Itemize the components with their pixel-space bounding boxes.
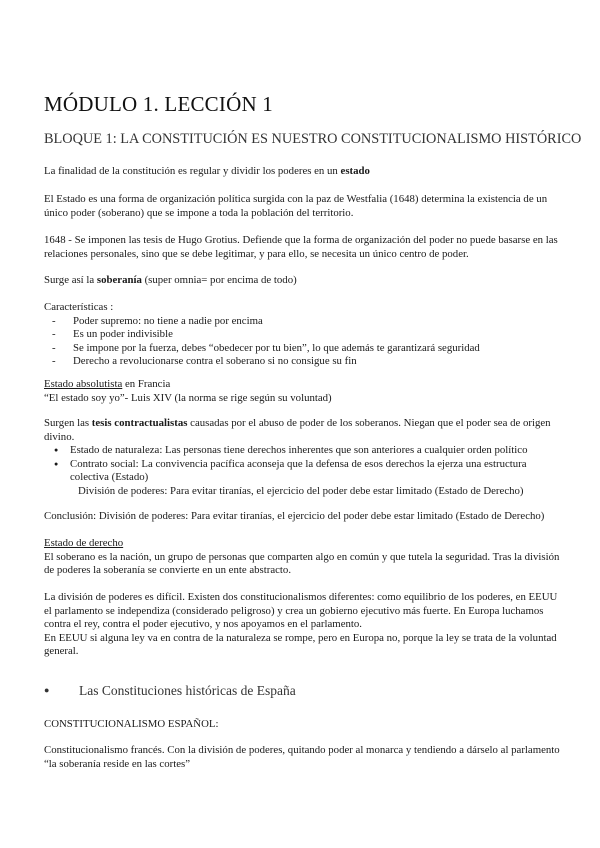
caracteristicas-heading: Características : (44, 301, 114, 313)
estado-text: El Estado es una forma de organización política surgida con la paz de Westfalia (1648) determina la existencia de un único poder (soberano) que se impone a toda la población del territorio. (44, 193, 548, 219)
conclusion-text: Conclusión: División de poderes: Para evitar tiranías, el ejercicio del poder debe estar limitado (Estado de Derecho) (44, 510, 545, 522)
contractualistas-pre: Surgen las (44, 417, 92, 429)
soberania-post: (super omnia= por encima de todo) (141, 274, 297, 286)
list-item: - Es un poder indivisible (44, 328, 560, 342)
soberania-pre: Surge así la (44, 274, 97, 286)
contractualistas-sub: División de poderes: Para evitar tiranías, el ejercicio del poder debe estar limitado (Estado de Derecho) (78, 484, 524, 497)
list-item: - Se impone por la fuerza, debes “obedecer por tu bien”, lo que además te garantizará seguridad (44, 342, 560, 356)
contractualistas-bold: tesis contractualistas (91, 417, 188, 429)
derecho-text: El soberano es la nación, un grupo de personas que comparten algo en común y que tutela la seguridad. Tras la división de poderes la soberanía se convierte en un ente abstracto. (44, 550, 560, 576)
soberania-bold: soberanía (96, 274, 142, 286)
page-title: MÓDULO 1. LECCIÓN 1 (44, 92, 273, 116)
contractualistas-post: causadas por el abuso de poder de los soberanos. Niegan que el poder sea de origen divino. (44, 417, 551, 443)
caracteristicas-section (44, 301, 560, 369)
derecho-section (44, 537, 560, 578)
section-bullet: ● (44, 685, 50, 695)
list-item: - Poder supremo: no tiene a nadie por encima (44, 315, 560, 329)
block-subtitle: BLOQUE 1: LA CONSTITUCIÓN ES NUESTRO CONSTITUCIONALISMO HISTÓRICO (44, 131, 582, 147)
absolutista-quote: “El estado soy yo”- Luis XIV (la norma se rige según su voluntad) (44, 391, 332, 404)
constitucionalismo-espanol-heading: CONSTITUCIONALISMO ESPAÑOL: (44, 718, 219, 730)
finalidad-bold: estado (340, 165, 370, 177)
division-text: La división de poderes es difícil. Existen dos constitucionalismos diferentes: como equilibrio de los poderes, en EEUU el parlamento se independiza (considerado peligroso) y crea un gobierno ejecutivo más fuerte. En Europa luchamos contra el rey, contra el poder ejecutivo, y nos apoyamos en el parlamento. (44, 591, 558, 630)
absolutista-heading: Estado absolutista (44, 378, 123, 390)
absolutista-post: en Francia (122, 378, 171, 390)
paragraph-conclusion (44, 510, 560, 524)
absolutista-section (44, 378, 560, 405)
paragraph-frances (44, 744, 560, 771)
list-item: ● Estado de naturaleza: Las personas tiene derechos inherentes que son anteriores a cualquier orden político (54, 444, 560, 458)
derecho-heading: Estado de derecho (44, 537, 124, 549)
list-item: ● Contrato social: La convivencia pacífica aconseja que la defensa de esos derechos la ejerza una estructura colectiva (Estado) (54, 458, 560, 485)
grotius-text: 1648 - Se imponen las tesis de Hugo Grotius. Defiende que la forma de organización del poder no puede basarse en las relaciones personales, sino que se debe legitimar, y para ello, se necesita un único centro de poder. (44, 234, 558, 260)
paragraph-estado (44, 193, 560, 220)
paragraph-constitucionalismo-espanol (44, 718, 560, 732)
caracteristicas-list (44, 315, 560, 369)
finalidad-text: La finalidad de la constitución es regular y dividir los poderes en un (44, 165, 341, 177)
division-section (44, 591, 560, 659)
division-eeuu: En EEUU si alguna ley va en contra de la naturaleza se rompe, pero en Europa no, porque la ley se trata de la voluntad general. (44, 631, 557, 657)
contractualistas-section (44, 417, 560, 498)
paragraph-finalidad (44, 165, 560, 179)
paragraph-soberania (44, 274, 560, 288)
frances-text: Constitucionalismo francés. Con la división de poderes, quitando poder al monarca y tendiendo a dárselo al parlamento “la soberanía reside en las cortes” (44, 744, 560, 770)
contractualistas-list (44, 444, 560, 485)
list-item: - Derecho a revolucionarse contra el soberano si no consigue su fin (44, 355, 560, 369)
paragraph-grotius (44, 234, 560, 261)
section-title: Las Constituciones históricas de España (79, 683, 296, 698)
